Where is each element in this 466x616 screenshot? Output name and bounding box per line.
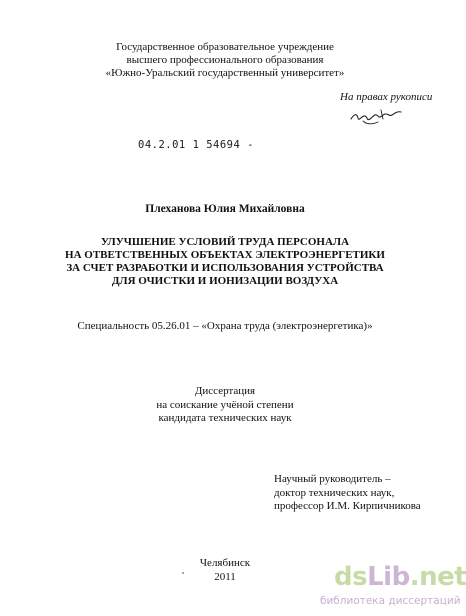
title-line-2: НА ОТВЕТСТВЕННЫХ ОБЪЕКТАХ ЭЛЕКТРОЭНЕРГЕТИКИ (65, 249, 385, 261)
watermark-logo-part-2: Lib (367, 562, 410, 592)
scan-speck (182, 572, 184, 574)
footer-city: Челябинск (199, 557, 251, 569)
watermark-tagline: библиотека диссертаций (320, 595, 461, 607)
advisor-line-2: доктор технических наук, (274, 486, 395, 499)
advisor-block (274, 473, 421, 514)
specialty-line: Специальность 05.26.01 – «Охрана труда (электроэнергетика)» (77, 320, 373, 332)
dissertation-title (0, 236, 450, 288)
institution-line-2: высшего профессионального образования (126, 54, 324, 66)
footer-year: 2011 (214, 570, 236, 583)
degree-line-2: на соискание учёной степени (156, 398, 294, 411)
institution-line-1: Государственное образовательное учреждение (116, 41, 334, 53)
degree-line-1: Диссертация (194, 385, 256, 397)
library-stamp: 04.2.01 1 54694 - (138, 139, 254, 151)
institution-header (0, 41, 450, 80)
title-line-1: УЛУЧШЕНИЕ УСЛОВИЙ ТРУДА ПЕРСОНАЛА (100, 236, 350, 248)
advisor-line-1: Научный руководитель – (274, 473, 391, 485)
degree-line-3: кандидата технических наук (158, 412, 292, 424)
institution-line-3: «Южно-Уральский государственный университет» (105, 67, 345, 79)
manuscript-note: На правах рукописи (340, 91, 433, 103)
title-line-4: ДЛЯ ОЧИСТКИ И ИОНИЗАЦИИ ВОЗДУХА (111, 275, 339, 287)
advisor-line-3: профессор И.М. Кирпичникова (274, 500, 421, 512)
title-line-3: ЗА СЧЕТ РАЗРАБОТКИ И ИСПОЛЬЗОВАНИЯ УСТРОЙСТВА (66, 262, 384, 274)
watermark-logo-part-1: ds (334, 562, 368, 592)
author-name: Плеханова Юлия Михайловна (145, 203, 305, 215)
watermark-logo-part-3: .net (409, 562, 466, 592)
handwritten-signature (348, 104, 404, 128)
degree-block (0, 385, 450, 426)
watermark-logo (334, 562, 466, 592)
dslib-watermark[interactable] (312, 562, 466, 612)
